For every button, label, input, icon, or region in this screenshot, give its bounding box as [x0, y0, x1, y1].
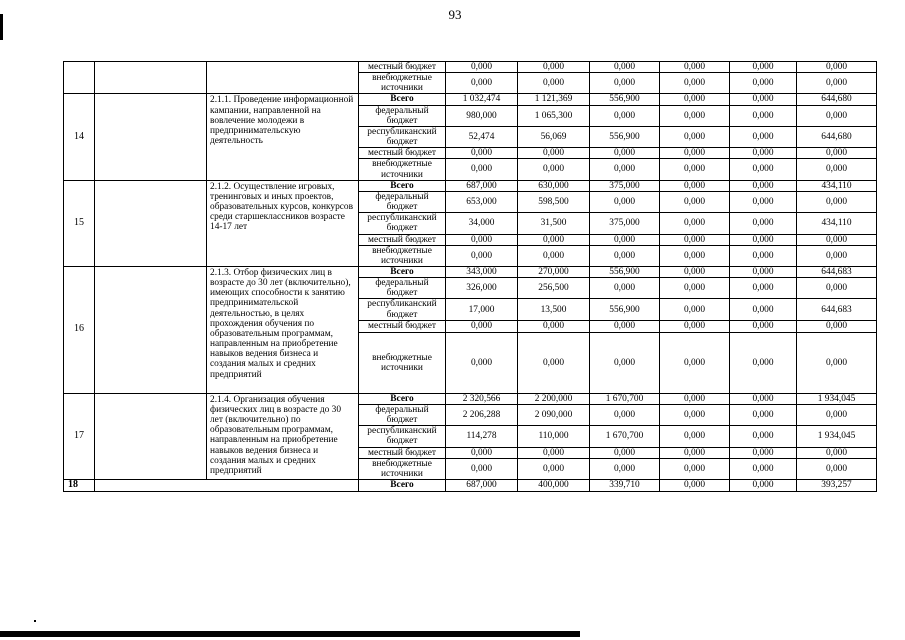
value-cell: 0,000: [797, 159, 877, 180]
value-cell: 0,000: [730, 126, 797, 147]
scan-bottom-bar: [0, 631, 580, 637]
value-cell: 0,000: [518, 245, 590, 266]
value-cell: 0,000: [660, 126, 730, 147]
value-cell: 0,000: [730, 234, 797, 245]
value-cell: 434,110: [797, 180, 877, 191]
value-cell: 0,000: [660, 180, 730, 191]
funding-source: местный бюджет: [359, 148, 446, 159]
row-number: 15: [64, 180, 95, 266]
value-cell: 0,000: [590, 191, 660, 212]
value-cell: 326,000: [446, 278, 518, 299]
value-cell: 2 090,000: [518, 404, 590, 425]
row-number: [64, 62, 95, 94]
value-cell: 0,000: [730, 278, 797, 299]
funding-source: Всего: [359, 180, 446, 191]
funding-source: внебюджетные источники: [359, 245, 446, 266]
value-cell: 0,000: [590, 73, 660, 94]
value-cell: 0,000: [660, 480, 730, 492]
value-cell: 270,000: [518, 266, 590, 277]
empty-cell: [95, 266, 207, 393]
value-cell: 52,474: [446, 126, 518, 147]
funding-source: местный бюджет: [359, 447, 446, 458]
measure-name: [207, 62, 359, 94]
value-cell: 0,000: [660, 148, 730, 159]
value-cell: 0,000: [518, 320, 590, 332]
value-cell: 0,000: [797, 73, 877, 94]
value-cell: 1 121,369: [518, 94, 590, 105]
value-cell: 0,000: [446, 148, 518, 159]
value-cell: 0,000: [518, 234, 590, 245]
value-cell: 17,000: [446, 299, 518, 320]
value-cell: 56,069: [518, 126, 590, 147]
value-cell: 0,000: [797, 62, 877, 73]
value-cell: 687,000: [446, 480, 518, 492]
value-cell: 0,000: [730, 180, 797, 191]
value-cell: 0,000: [660, 332, 730, 393]
value-cell: 256,500: [518, 278, 590, 299]
value-cell: 0,000: [730, 105, 797, 126]
funding-source: республиканский бюджет: [359, 126, 446, 147]
value-cell: 630,000: [518, 180, 590, 191]
value-cell: 0,000: [797, 105, 877, 126]
value-cell: 0,000: [660, 404, 730, 425]
value-cell: 0,000: [590, 148, 660, 159]
value-cell: 2 320,566: [446, 393, 518, 404]
value-cell: 556,900: [590, 94, 660, 105]
value-cell: 0,000: [730, 332, 797, 393]
value-cell: 0,000: [660, 266, 730, 277]
value-cell: 0,000: [518, 458, 590, 479]
funding-source: внебюджетные источники: [359, 332, 446, 393]
value-cell: 0,000: [660, 393, 730, 404]
value-cell: 0,000: [730, 393, 797, 404]
value-cell: 1 032,474: [446, 94, 518, 105]
value-cell: 0,000: [797, 278, 877, 299]
value-cell: 1 934,045: [797, 393, 877, 404]
budget-table: [63, 61, 877, 492]
table-row: [64, 94, 877, 105]
value-cell: 0,000: [590, 332, 660, 393]
value-cell: 0,000: [590, 234, 660, 245]
value-cell: 644,683: [797, 266, 877, 277]
value-cell: 980,000: [446, 105, 518, 126]
value-cell: 0,000: [590, 105, 660, 126]
row-number: 17: [64, 393, 95, 479]
value-cell: 0,000: [797, 332, 877, 393]
table-row: [64, 180, 877, 191]
funding-source: республиканский бюджет: [359, 299, 446, 320]
value-cell: 598,500: [518, 191, 590, 212]
empty-cell: [95, 180, 207, 266]
funding-source: внебюджетные источники: [359, 159, 446, 180]
value-cell: 0,000: [660, 278, 730, 299]
value-cell: 556,900: [590, 299, 660, 320]
measure-name: 2.1.3. Отбор физических лиц в возрасте до 30 лет (включительно), имеющих способности к занятию предпринимательской деятельностью, в целях прохождения обучения по образовательным программам, направленным на приобретение навыков ведения бизнеса и создания малых и средних предприятий: [207, 266, 359, 393]
value-cell: 556,900: [590, 266, 660, 277]
funding-source: федеральный бюджет: [359, 105, 446, 126]
funding-source: Всего: [359, 94, 446, 105]
value-cell: 393,257: [797, 480, 877, 492]
value-cell: 0,000: [730, 458, 797, 479]
value-cell: 0,000: [446, 62, 518, 73]
value-cell: 0,000: [590, 62, 660, 73]
value-cell: 34,000: [446, 213, 518, 234]
measure-name: 2.1.4. Организация обучения физических лиц в возрасте до 30 лет (включительно) по образовательным программам, направленным на приобретение навыков ведения бизнеса и создания малых и средних предприятий: [207, 393, 359, 479]
funding-source: Всего: [359, 266, 446, 277]
value-cell: 0,000: [446, 159, 518, 180]
value-cell: 556,900: [590, 126, 660, 147]
value-cell: 687,000: [446, 180, 518, 191]
value-cell: 0,000: [446, 320, 518, 332]
value-cell: 0,000: [797, 148, 877, 159]
empty-cell: [95, 62, 207, 94]
value-cell: 0,000: [730, 62, 797, 73]
value-cell: 0,000: [730, 94, 797, 105]
value-cell: 0,000: [590, 159, 660, 180]
value-cell: 0,000: [590, 320, 660, 332]
value-cell: 0,000: [660, 159, 730, 180]
value-cell: 2 200,000: [518, 393, 590, 404]
value-cell: 31,500: [518, 213, 590, 234]
value-cell: 0,000: [660, 94, 730, 105]
value-cell: 339,710: [590, 480, 660, 492]
value-cell: 110,000: [518, 426, 590, 447]
value-cell: 1 065,300: [518, 105, 590, 126]
value-cell: 0,000: [446, 234, 518, 245]
value-cell: 0,000: [797, 458, 877, 479]
empty-cell: [95, 393, 207, 479]
value-cell: 0,000: [518, 73, 590, 94]
table-row: [64, 266, 877, 277]
value-cell: 0,000: [660, 213, 730, 234]
scan-edge-mark: [0, 14, 3, 40]
value-cell: 0,000: [518, 62, 590, 73]
funding-source: федеральный бюджет: [359, 191, 446, 212]
page-number: 93: [448, 7, 462, 22]
empty-cell: [95, 94, 207, 180]
value-cell: 0,000: [660, 245, 730, 266]
funding-source: внебюджетные источники: [359, 73, 446, 94]
value-cell: 0,000: [660, 234, 730, 245]
value-cell: 0,000: [660, 426, 730, 447]
value-cell: 13,500: [518, 299, 590, 320]
value-cell: 0,000: [590, 447, 660, 458]
funding-source: республиканский бюджет: [359, 213, 446, 234]
value-cell: 0,000: [446, 458, 518, 479]
row-number: 16: [64, 266, 95, 393]
value-cell: 0,000: [660, 191, 730, 212]
row-number: 14: [64, 94, 95, 180]
funding-source: местный бюджет: [359, 234, 446, 245]
value-cell: 0,000: [660, 62, 730, 73]
table-row: [64, 480, 877, 492]
value-cell: 0,000: [797, 320, 877, 332]
value-cell: 0,000: [730, 299, 797, 320]
value-cell: 434,110: [797, 213, 877, 234]
value-cell: 0,000: [730, 404, 797, 425]
value-cell: 0,000: [730, 73, 797, 94]
value-cell: 0,000: [660, 105, 730, 126]
value-cell: 375,000: [590, 213, 660, 234]
value-cell: 400,000: [518, 480, 590, 492]
value-cell: 0,000: [590, 245, 660, 266]
funding-source: внебюджетные источники: [359, 458, 446, 479]
value-cell: 0,000: [797, 404, 877, 425]
value-cell: 1 934,045: [797, 426, 877, 447]
value-cell: 0,000: [518, 148, 590, 159]
value-cell: 644,680: [797, 94, 877, 105]
value-cell: 644,683: [797, 299, 877, 320]
value-cell: 0,000: [730, 245, 797, 266]
value-cell: 0,000: [797, 191, 877, 212]
funding-source: местный бюджет: [359, 62, 446, 73]
value-cell: 0,000: [730, 159, 797, 180]
value-cell: 0,000: [730, 148, 797, 159]
funding-source: республиканский бюджет: [359, 426, 446, 447]
value-cell: 343,000: [446, 266, 518, 277]
value-cell: 0,000: [518, 159, 590, 180]
value-cell: 0,000: [518, 447, 590, 458]
funding-source: Всего: [359, 480, 446, 492]
value-cell: 0,000: [730, 320, 797, 332]
value-cell: 0,000: [590, 458, 660, 479]
value-cell: 0,000: [446, 73, 518, 94]
value-cell: 375,000: [590, 180, 660, 191]
table-row: [64, 393, 877, 404]
value-cell: 1 670,700: [590, 426, 660, 447]
value-cell: 0,000: [660, 73, 730, 94]
value-cell: 0,000: [660, 320, 730, 332]
value-cell: 0,000: [730, 426, 797, 447]
value-cell: 114,278: [446, 426, 518, 447]
value-cell: 0,000: [730, 480, 797, 492]
measure-name: 2.1.2. Осуществление игровых, тренинговых и иных проектов, образовательных курсов, конкурсов среди старшеклассников возрасте 14-17 лет: [207, 180, 359, 266]
funding-source: федеральный бюджет: [359, 278, 446, 299]
value-cell: 0,000: [730, 191, 797, 212]
value-cell: 1 670,700: [590, 393, 660, 404]
value-cell: 0,000: [660, 447, 730, 458]
value-cell: 2 206,288: [446, 404, 518, 425]
value-cell: 0,000: [730, 266, 797, 277]
value-cell: 0,000: [797, 234, 877, 245]
value-cell: 0,000: [797, 447, 877, 458]
value-cell: 0,000: [797, 245, 877, 266]
empty-cell: [95, 480, 359, 492]
value-cell: 0,000: [446, 332, 518, 393]
funding-source: федеральный бюджет: [359, 404, 446, 425]
value-cell: 0,000: [590, 278, 660, 299]
value-cell: 0,000: [590, 404, 660, 425]
value-cell: 0,000: [660, 458, 730, 479]
value-cell: 0,000: [518, 332, 590, 393]
measure-name: 2.1.1. Проведение информационной кампании, направленной на вовлечение молодежи в предпринимательскую деятельность: [207, 94, 359, 180]
funding-source: местный бюджет: [359, 320, 446, 332]
value-cell: 0,000: [660, 299, 730, 320]
value-cell: 0,000: [730, 447, 797, 458]
value-cell: 644,680: [797, 126, 877, 147]
value-cell: 0,000: [730, 213, 797, 234]
value-cell: 0,000: [446, 245, 518, 266]
row-number: 18: [64, 480, 95, 492]
table-row: [64, 62, 877, 73]
funding-source: Всего: [359, 393, 446, 404]
value-cell: 0,000: [446, 447, 518, 458]
value-cell: 653,000: [446, 191, 518, 212]
scan-dot: [34, 620, 36, 622]
